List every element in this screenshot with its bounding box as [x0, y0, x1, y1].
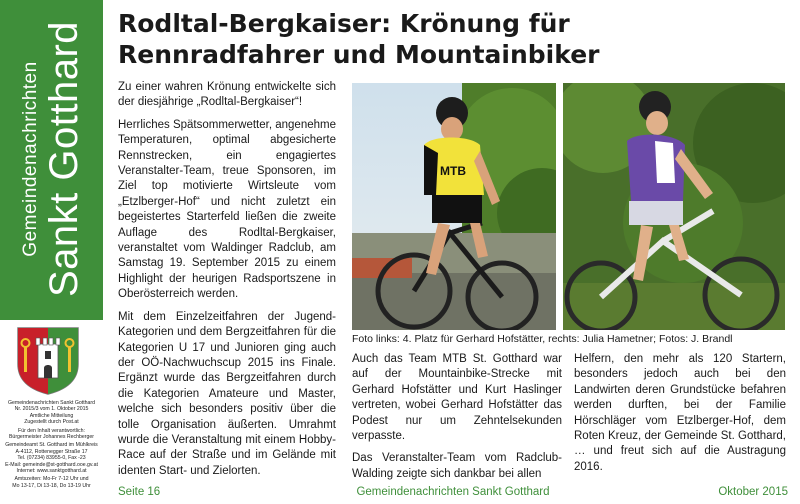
photo-caption: Foto links: 4. Platz für Gerhard Hofstätter, rechts: Julia Hametner; Fotos: J. Brandl [352, 333, 733, 345]
sidebar [0, 0, 103, 504]
imprint-line: Gemeindenachrichten Sankt Gotthard [7, 400, 96, 406]
headline-line2: Rennradfahrer und Mountainbiker [118, 40, 600, 69]
imprint-line: Bürgermeister Johannes Rechberger [8, 434, 95, 441]
article-headline [118, 8, 788, 70]
body-paragraph: Herrliches Spätsommerwetter, angenehme Temperaturen, optimal abgesicherte Rennstrecken, ein engagiertes Veranstalter-Team, treue Sponsoren, im Ziel top motivierte Wirtsleute vom „Etzlberger-Hof“ und nicht zuletzt ein begeistertes Starterfeld ließen die zweite Auflage des Rodltal-Bergkaiser, veranstaltet vom Waldinger Radclub, am Samstag 19. September 2015 zu einem Highlight der heurigen Radsportszene in Oberösterreich werden. [118, 118, 336, 301]
masthead [8, 6, 98, 312]
headline-line1: Rodltal-Bergkaiser: Krönung für [118, 9, 570, 38]
article-column-2 [352, 352, 562, 489]
imprint-line: Mo 13-17, Di 13-18, Do 13-19 Uhr [12, 482, 91, 489]
photo-cyclist-right [563, 83, 785, 330]
page-footer [118, 486, 788, 502]
article-column-3 [574, 352, 786, 482]
body-paragraph: Auch das Team MTB St. Gotthard war auf der Mountainbike-Strecke mit Gerhard Hofstätter und Kurt Haslinger vertreten, wobei Gerhard Hofstätter das Podest nur um Zehntelsekunden verpasste. [352, 353, 562, 443]
masthead-title [20, 21, 86, 297]
photo-cyclist-left [352, 83, 556, 330]
imprint-line: Amtliche Mitteilung [29, 412, 74, 419]
municipal-crest-icon [16, 326, 80, 396]
masthead-line1: Gemeindenachrichten [20, 61, 41, 257]
body-paragraph: Mit dem Einzelzeitfahren der Jugend-Kategorien und dem Bergzeitfahren für die Kategorien U 17 und Junioren ging auch der OÖ-Nachwuchscup 2015 ins Finale. Ergänzt wurde das Bergzeitfahren durch die Kategorien Amateure und Master, welche sich besonders positiv über die tolle Organisation äußerten. Umrahmt wurde die Veranstaltung mit einem Hobby-Race auf der Straße und im Gelände mit identen Start- und Zielorten. [118, 310, 336, 477]
imprint-line: Zugestellt durch Post.at [24, 419, 79, 426]
jersey-text: MTB [440, 164, 466, 178]
page-number: Seite 16 [118, 486, 161, 498]
masthead-line2: Sankt Gotthard [42, 20, 86, 298]
article-column-1 [118, 80, 336, 486]
imprint-line: Tel. (07234) 83955-0, Fax -23 [17, 455, 86, 462]
footer-publication: Gemeindenachrichten Sankt Gotthard [356, 486, 550, 498]
imprint-line: Internet: www.sanktgotthard.at [16, 468, 87, 475]
imprint-line: E-Mail: gemeinde@st-gotthard.ooe.gv.at [5, 461, 98, 468]
footer-date: Oktober 2015 [718, 486, 788, 498]
imprint [4, 400, 99, 489]
body-paragraph: Helfern, den mehr als 120 Startern, besonders jedoch auch bei den Landwirten deren Grundstücke befahren werden durften, bei der Familie Hörschläger vom Etzlberger-Hof, dem Roten Kreuz, der Gemeinde St. Gotthard, … und freut sich auf die Austragung 2016. [574, 353, 786, 473]
imprint-line: Nr. 2015/3 vom 1. Oktober 2015 [14, 406, 89, 413]
lead-paragraph: Zu einer wahren Krönung entwickelte sich der diesjährige „Rodltal-Bergkaiser“! [118, 81, 336, 109]
imprint-line: Amtszeiten: Mo-Fr 7-12 Uhr und [14, 476, 89, 483]
imprint-line: Für den Inhalt verantwortlich: [18, 427, 85, 434]
imprint-line: A-4112, Rottenegger Straße 17 [15, 448, 88, 455]
imprint-line: Gemeindeamt St. Gotthard im Mühlkreis [5, 442, 98, 449]
body-paragraph: Das Veranstalter-Team vom Radclub-Walding zeigte sich dankbar bei allen [352, 452, 562, 480]
